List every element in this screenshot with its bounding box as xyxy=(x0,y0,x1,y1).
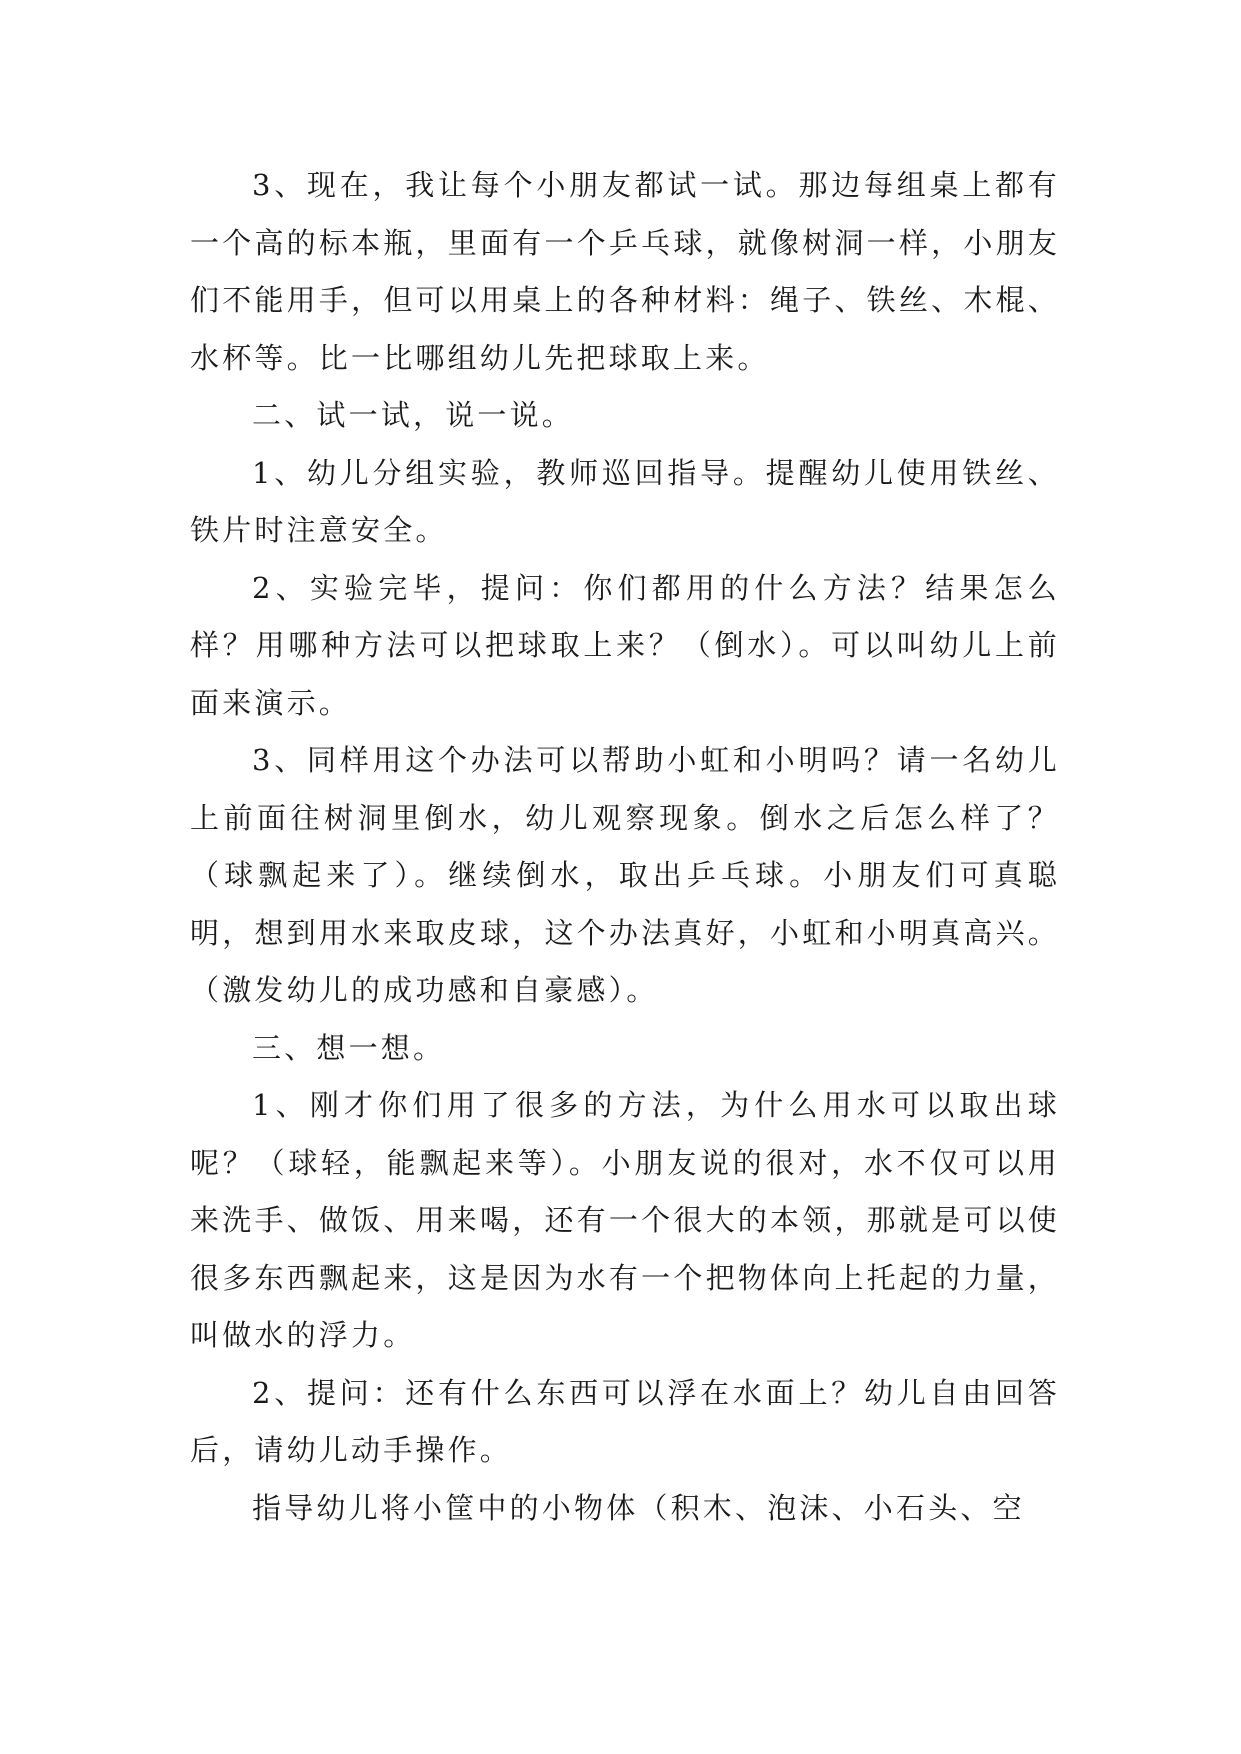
paragraph-step-3-pour-water: 3、同样用这个办法可以帮助小虹和小明吗？请一名幼儿上前面往树洞里倒水，幼儿观察现象。倒水之后怎么样了？（球飘起来了）。继续倒水，取出乒乓球。小朋友们可真聪明，想到用水来取皮球，这个办法真好，小虹和小明真高兴。（激发幼儿的成功感和自豪感）。 xyxy=(190,743,1060,1007)
paragraph-step-3-experiment-setup: 3、现在，我让每个小朋友都试一试。那边每组桌上都有一个高的标本瓶，里面有一个乒乓球，就像树洞一样，小朋友们不能用手，但可以用桌上的各种材料：绳子、铁丝、木棍、水杯等。比一比哪组幼儿先把球取上来。 xyxy=(190,168,1060,375)
document-body xyxy=(190,157,1060,1537)
paragraph-step-1-buoyancy: 1、刚才你们用了很多的方法，为什么用水可以取出球呢？（球轻，能飘起来等）。小朋友说的很对，水不仅可以用来洗手、做饭、用来喝，还有一个很大的本领，那就是可以使很多东西飘起来，这是因为水有一个把物体向上托起的力量，叫做水的浮力。 xyxy=(190,1088,1060,1352)
paragraph-guide-children: 指导幼儿将小筐中的小物体（积木、泡沫、小石头、空 xyxy=(252,1490,1025,1525)
section-heading-try-and-say: 二、试一试，说一说。 xyxy=(252,398,575,432)
paragraph-step-2-floating-objects: 2、提问：还有什么东西可以浮在水面上？幼儿自由回答后，请幼儿动手操作。 xyxy=(190,1375,1060,1467)
paragraph-step-1-group-experiment: 1、幼儿分组实验，教师巡回指导。提醒幼儿使用铁丝、铁片时注意安全。 xyxy=(190,455,1060,547)
paragraph-step-2-questions: 2、实验完毕，提问：你们都用的什么方法？结果怎么样？用哪种方法可以把球取上来？（倒水）。可以叫幼儿上前面来演示。 xyxy=(190,570,1060,720)
section-heading-think: 三、想一想。 xyxy=(252,1030,446,1065)
